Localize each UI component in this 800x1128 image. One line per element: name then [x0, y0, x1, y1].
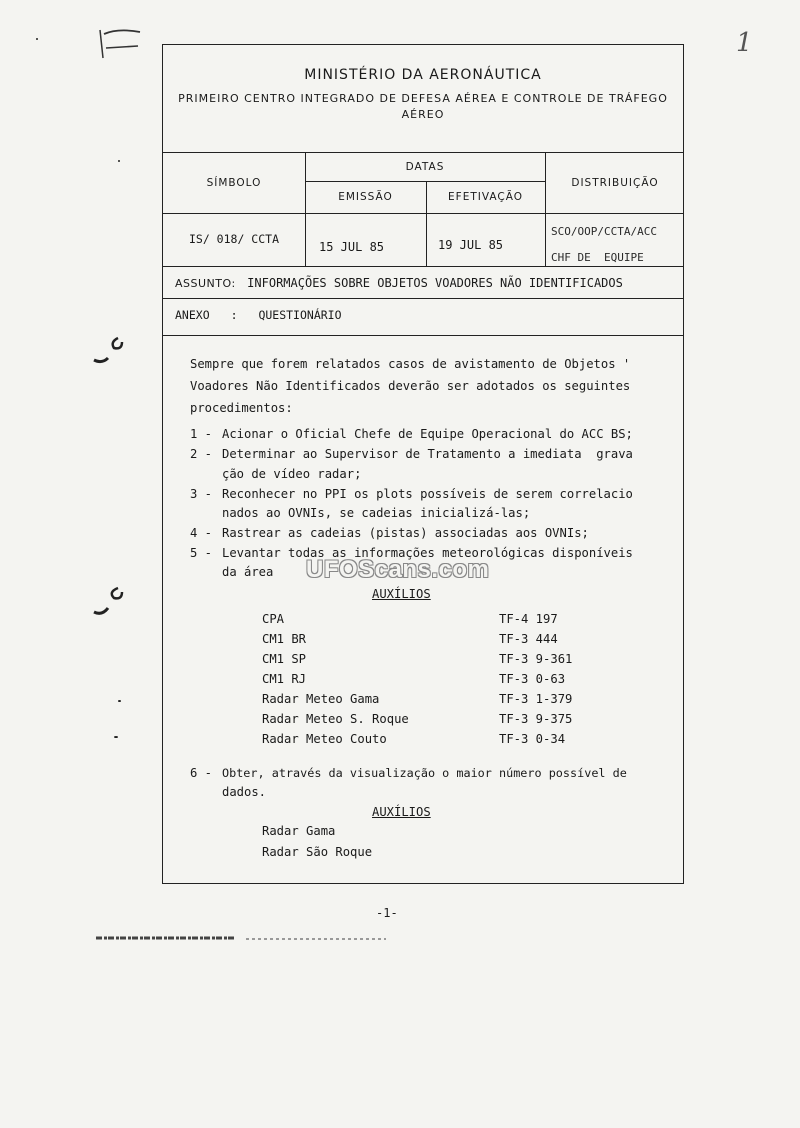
- aux-heading: AUXÍLIOS: [372, 587, 431, 601]
- aux-name: Radar Meteo Couto: [262, 732, 387, 746]
- step-text: Acionar o Oficial Chefe de Equipe Operacional do ACC BS;: [222, 427, 633, 441]
- table-divider: [163, 213, 683, 214]
- aux-heading: AUXÍLIOS: [372, 805, 431, 819]
- scan-speck: [118, 160, 120, 162]
- scan-speck: [118, 700, 121, 702]
- watermark: UFOScans.com: [306, 556, 490, 583]
- aux-name: Radar Gama: [262, 824, 336, 838]
- aux-name: CPA: [262, 612, 285, 626]
- aux-name: CM1 RJ: [262, 672, 307, 686]
- aux-phone: TF-3 444: [499, 632, 558, 646]
- corner-mark-icon: [98, 20, 143, 60]
- page-footer-number: -1-: [376, 906, 398, 920]
- distribution-value-2: CHF DE EQUIPE: [551, 251, 644, 264]
- subject-label: ASSUNTO:: [175, 277, 236, 290]
- step-text: Obter, através da visualização o maior número possível de: [222, 766, 627, 780]
- scan-artifact-icon: [96, 934, 386, 944]
- scan-speck: [114, 736, 118, 738]
- aux-name: CM1 BR: [262, 632, 307, 646]
- aux-name: Radar Meteo Gama: [262, 692, 380, 706]
- step-text: da área: [222, 565, 274, 579]
- table-divider: [163, 335, 683, 336]
- binder-hole-mark-icon: [92, 330, 132, 372]
- step-text: dados.: [222, 785, 267, 799]
- step-text: Determinar ao Supervisor de Tratamento a imediata grava: [222, 447, 633, 461]
- intro-line: Voadores Não Identificados deverão ser adotados os seguintes: [190, 379, 631, 393]
- intro-line: Sempre que forem relatados casos de avistamento de Objetos ': [190, 357, 631, 371]
- step-text: Levantar todas as informações meteorológicas disponíveis: [222, 546, 633, 560]
- aux-phone: TF-3 0-34: [499, 732, 566, 746]
- aux-phone: TF-3 9-361: [499, 652, 573, 666]
- annex-label: ANEXO: [175, 308, 210, 322]
- aux-name: CM1 SP: [262, 652, 307, 666]
- annex-value: QUESTIONÁRIO: [258, 308, 342, 322]
- symbol-label: SÍMBOLO: [206, 176, 262, 189]
- annex-separator: :: [230, 308, 238, 322]
- issue-label: EMISSÃO: [338, 191, 393, 203]
- binder-hole-mark-icon: [92, 582, 132, 624]
- table-divider: [163, 298, 683, 299]
- center-name: PRIMEIRO CENTRO INTEGRADO DE DEFESA AÉREA E CONTROLE DE TRÁFEGO AÉREO: [178, 92, 668, 121]
- aux-name: Radar Meteo S. Roque: [262, 712, 409, 726]
- step-number: 2 -: [190, 447, 213, 461]
- distribution-value-1: SCO/OOP/CCTA/ACC: [551, 225, 657, 238]
- step-number: 4 -: [190, 526, 213, 540]
- aux-phone: TF-3 9-375: [499, 712, 573, 726]
- step-number: 1 -: [190, 427, 213, 441]
- step-text: Reconhecer no PPI os plots possíveis de serem correlacio: [222, 487, 633, 501]
- distribution-label: DISTRIBUIÇÃO: [571, 176, 659, 189]
- aux-phone: TF-3 0-63: [499, 672, 566, 686]
- dates-label: DATAS: [405, 160, 445, 173]
- effective-value: 19 JUL 85: [438, 238, 504, 252]
- step-number: 3 -: [190, 487, 213, 501]
- subject-value: INFORMAÇÕES SOBRE OBJETOS VOADORES NÃO IDENTIFICADOS: [247, 276, 623, 290]
- step-number: 5 -: [190, 546, 213, 560]
- aux-phone: TF-4 197: [499, 612, 558, 626]
- step-number: 6 -: [190, 766, 213, 780]
- form-header: [163, 45, 683, 153]
- aux-phone: TF-3 1-379: [499, 692, 573, 706]
- effective-label: EFETIVAÇÃO: [448, 191, 523, 203]
- step-text: Rastrear as cadeias (pistas) associadas aos OVNIs;: [222, 526, 589, 540]
- document-form: [162, 44, 684, 884]
- step-text: ção de vídeo radar;: [222, 467, 362, 481]
- aux-name: Radar São Roque: [262, 845, 373, 859]
- ministry-title: MINISTÉRIO DA AERONÁUTICA: [304, 67, 542, 83]
- symbol-value: IS/ 018/ CCTA: [188, 232, 279, 246]
- issue-value: 15 JUL 85: [319, 240, 385, 254]
- scan-speck: [36, 38, 38, 40]
- step-text: nados ao OVNIs, se cadeias inicializá-las;: [222, 506, 531, 520]
- annex-row: [175, 308, 342, 322]
- handwritten-page-number: 1: [736, 28, 753, 58]
- intro-line: procedimentos:: [190, 401, 293, 415]
- subject-row: [175, 276, 623, 290]
